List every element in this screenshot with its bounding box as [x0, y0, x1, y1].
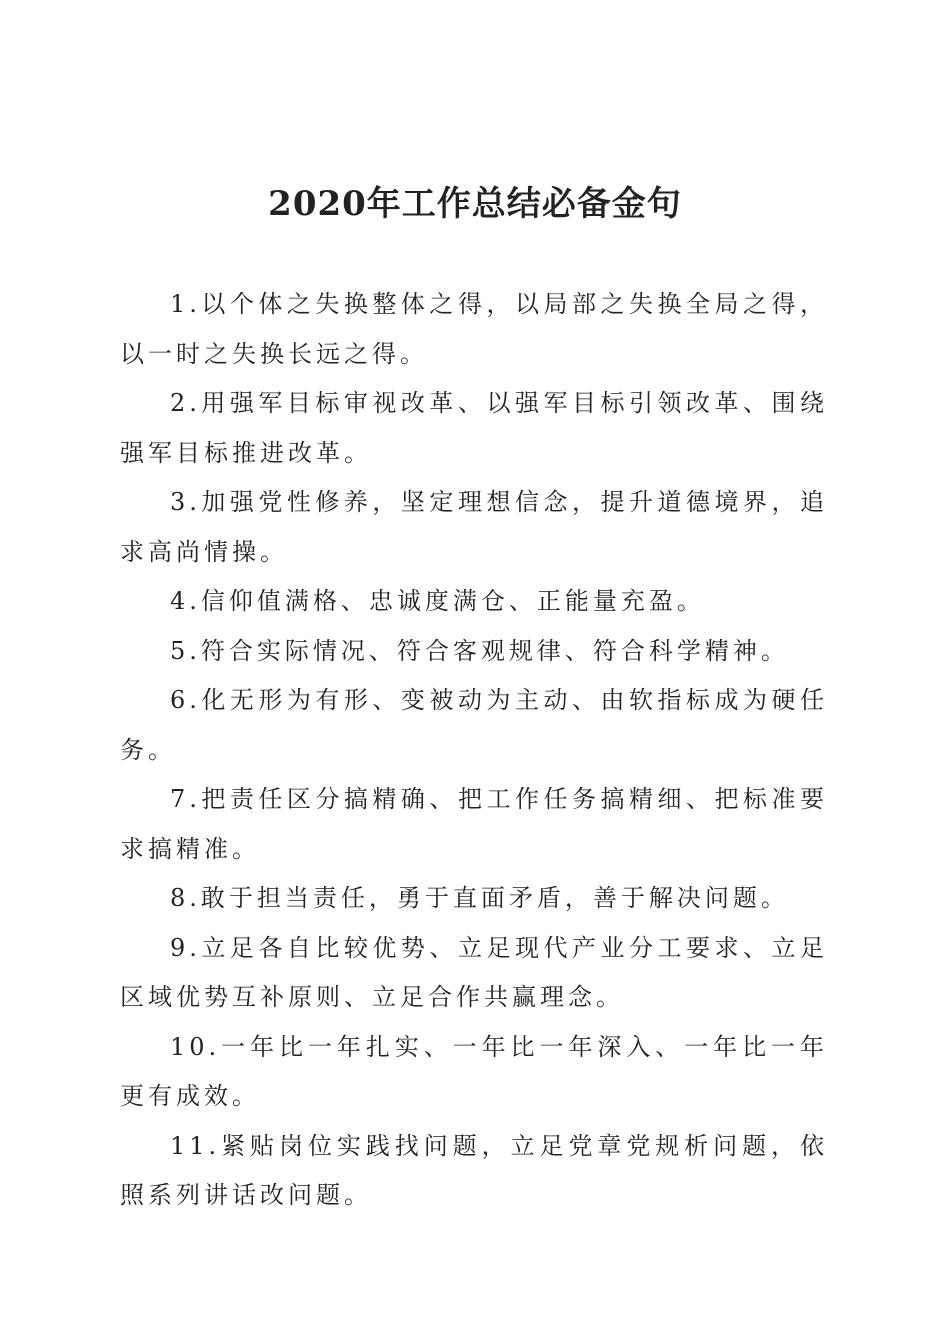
list-item-4: 4.信仰值满格、忠诚度满仓、正能量充盈。: [170, 587, 705, 615]
document-title: 2020年工作总结必备金句: [268, 184, 682, 224]
list-item-11: 11.紧贴岗位实践找问题，立足党章党规析问题，依照系列讲话改问题。: [120, 1131, 828, 1209]
list-item-9: 9.立足各自比较优势、立足现代产业分工要求、立足区域优势互补原则、立足合作共赢理念。: [120, 933, 828, 1011]
document-body: [120, 280, 828, 1221]
list-item-8: 8.敢于担当责任，勇于直面矛盾，善于解决问题。: [170, 884, 789, 912]
list-item-1: 1.以个体之失换整体之得，以局部之失换全局之得，以一时之失换长远之得。: [120, 290, 828, 368]
list-item-5: 5.符合实际情况、符合客观规律、符合科学精神。: [170, 636, 789, 665]
list-item-10: 10.一年比一年扎实、一年比一年深入、一年比一年更有成效。: [120, 1032, 828, 1110]
list-item-7: 7.把责任区分搞精确、把工作任务搞精细、把标准要求搞精准。: [120, 785, 828, 863]
list-item-3: 3.加强党性修养，坚定理想信念，提升道德境界，追求高尚情操。: [120, 488, 828, 566]
list-item-2: 2.用强军目标审视改革、以强军目标引领改革、围绕强军目标推进改革。: [120, 389, 828, 467]
list-item-6: 6.化无形为有形、变被动为主动、由软指标成为硬任务。: [120, 686, 828, 764]
